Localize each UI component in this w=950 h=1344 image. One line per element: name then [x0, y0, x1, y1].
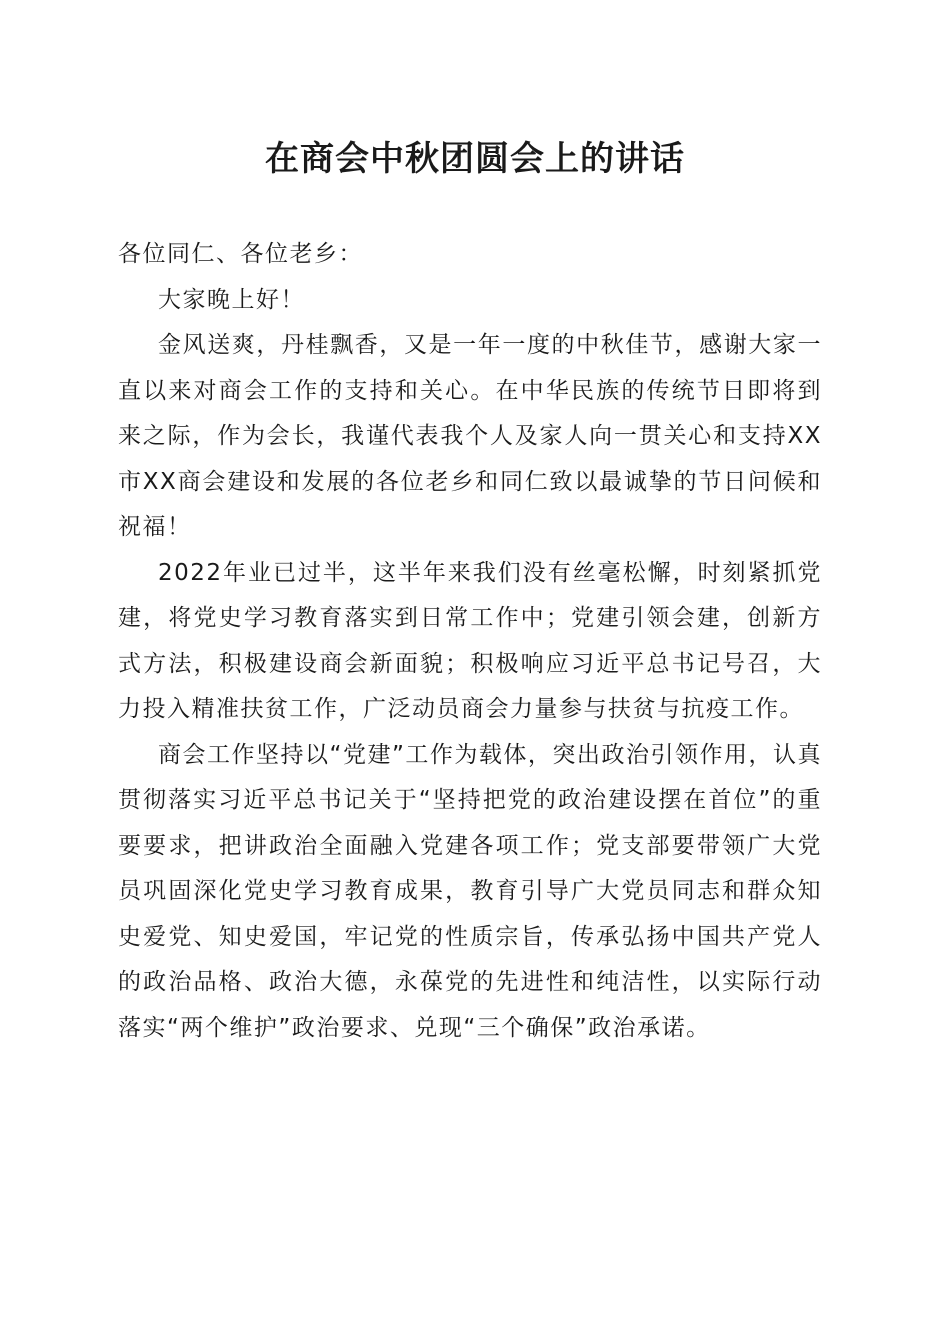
paragraph-party-building: 商会工作坚持以“党建”工作为载体，突出政治引领作用，认真贯彻落实习近平总书记关于“坚持把党的政治建设摆在首位”的重要要求，把讲政治全面融入党建各项工作；党支部要带领广大党员巩固深化党史学习教育成果，教育引导广大党员同志和群众知史爱党、知史爱国，牢记党的性质宗旨，传承弘扬中国共产党人的政治品格、政治大德，永葆党的先进性和纯洁性，以实际行动落实“两个维护”政治要求、兑现“三个确保”政治承诺。 [118, 741, 822, 1041]
greeting: 大家晚上好！ [158, 286, 305, 313]
paragraph-half-year-review: 2022年业已过半，这半年来我们没有丝毫松懈，时刻紧抓党建，将党史学习教育落实到日常工作中；党建引领会建，创新方式方法，积极建设商会新面貌；积极响应习近平总书记号召，大力投入精准扶贫工作，广泛动员商会力量参与扶贫与抗疫工作。 [118, 559, 822, 722]
document-body [118, 232, 822, 1051]
salutation: 各位同仁、各位老乡： [118, 241, 363, 267]
paragraph-festival-wishes: 金风送爽，丹桂飘香，又是一年一度的中秋佳节，感谢大家一直以来对商会工作的支持和关心。在中华民族的传统节日即将到来之际，作为会长，我谨代表我个人及家人向一贯关心和支持XX市XX商会建设和发展的各位老乡和同仁致以最诚挚的节日问候和祝福！ [118, 332, 822, 540]
document-title: 在商会中秋团圆会上的讲话 [265, 139, 685, 179]
